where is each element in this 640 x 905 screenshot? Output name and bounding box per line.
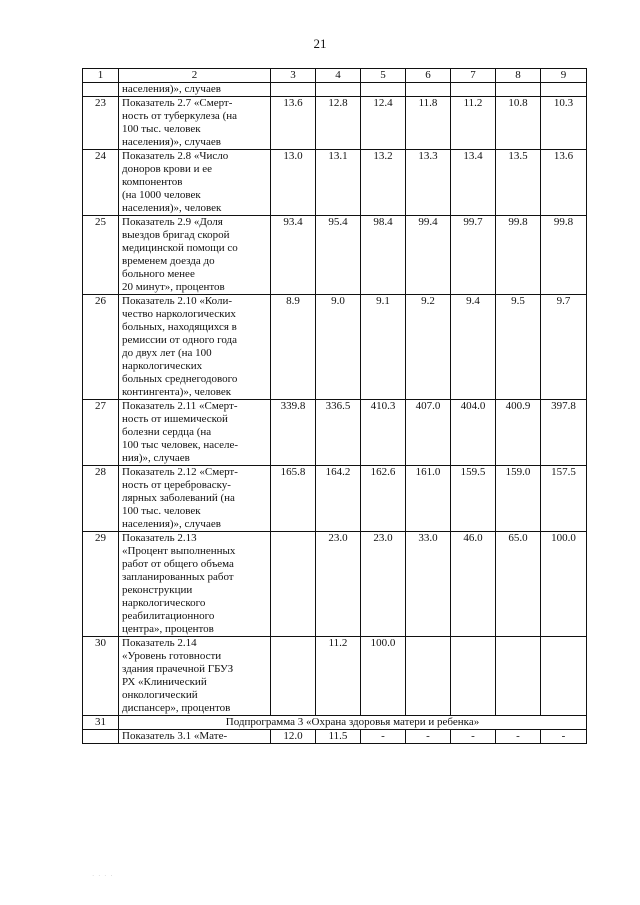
table-body [83, 69, 587, 744]
value-cell: - [496, 730, 541, 744]
value-cell: 13.6 [271, 97, 316, 150]
value-cell [271, 637, 316, 716]
value-cell [451, 637, 496, 716]
indicator-name: Показатель 3.1 «Мате- [119, 730, 271, 744]
value-cell [406, 83, 451, 97]
value-cell: 99.8 [541, 216, 587, 295]
table-row [83, 150, 587, 216]
table-row [83, 532, 587, 637]
value-cell: 9.7 [541, 295, 587, 400]
value-cell: 165.8 [271, 466, 316, 532]
header-cell: 9 [541, 69, 587, 83]
value-cell [451, 83, 496, 97]
value-cell: 98.4 [361, 216, 406, 295]
value-cell [271, 532, 316, 637]
value-cell: - [361, 730, 406, 744]
value-cell: 407.0 [406, 400, 451, 466]
value-cell [406, 637, 451, 716]
value-cell: 404.0 [451, 400, 496, 466]
header-row [83, 69, 587, 83]
value-cell: 12.0 [271, 730, 316, 744]
header-cell: 7 [451, 69, 496, 83]
value-cell: 157.5 [541, 466, 587, 532]
value-cell: 13.2 [361, 150, 406, 216]
value-cell: 11.2 [451, 97, 496, 150]
value-cell: 13.3 [406, 150, 451, 216]
value-cell: 397.8 [541, 400, 587, 466]
header-cell: 5 [361, 69, 406, 83]
row-number: 28 [83, 466, 119, 532]
value-cell: 93.4 [271, 216, 316, 295]
header-cell: 4 [316, 69, 361, 83]
table-row [83, 400, 587, 466]
value-cell: 159.0 [496, 466, 541, 532]
indicator-name: Показатель 2.9 «Доля выездов бригад скорой медицинской помощи со временем доезда до больного менее 20 минут», процентов [119, 216, 271, 295]
value-cell: 11.2 [316, 637, 361, 716]
row-number [83, 730, 119, 744]
subprogram-title: Подпрограмма 3 «Охрана здоровья матери и ребенка» [119, 716, 587, 730]
value-cell [541, 637, 587, 716]
row-number: 27 [83, 400, 119, 466]
indicator-name: Показатель 2.13 «Процент выполненных работ от общего объема запланированных работ реконструкции наркологического реабилитационного центра», процентов [119, 532, 271, 637]
header-cell: 1 [83, 69, 119, 83]
value-cell: 161.0 [406, 466, 451, 532]
value-cell: 46.0 [451, 532, 496, 637]
value-cell: 9.1 [361, 295, 406, 400]
value-cell: 162.6 [361, 466, 406, 532]
indicator-name: Показатель 2.14 «Уровень готовности здания прачечной ГБУЗ РХ «Клинический онкологический диспансер», процентов [119, 637, 271, 716]
value-cell: 10.8 [496, 97, 541, 150]
row-number: 25 [83, 216, 119, 295]
value-cell: - [451, 730, 496, 744]
indicator-name: Показатель 2.7 «Смерт- ность от туберкулеза (на 100 тыс. человек населения)», случаев [119, 97, 271, 150]
header-cell: 8 [496, 69, 541, 83]
indicator-name: Показатель 2.10 «Коли- чество наркологических больных, находящихся в ремиссии от одного года до двух лет (на 100 наркологических больных среднегодового контингента)», человек [119, 295, 271, 400]
value-cell: 410.3 [361, 400, 406, 466]
value-cell: 11.8 [406, 97, 451, 150]
table-row [83, 295, 587, 400]
table-row [83, 637, 587, 716]
value-cell: 99.7 [451, 216, 496, 295]
value-cell [496, 83, 541, 97]
row-number: 30 [83, 637, 119, 716]
row-number [83, 83, 119, 97]
value-cell: 23.0 [316, 532, 361, 637]
value-cell: 11.5 [316, 730, 361, 744]
value-cell: 336.5 [316, 400, 361, 466]
table-row [83, 216, 587, 295]
value-cell: 339.8 [271, 400, 316, 466]
value-cell: 13.4 [451, 150, 496, 216]
value-cell [541, 83, 587, 97]
value-cell: - [406, 730, 451, 744]
indicators-table [82, 68, 587, 744]
header-cell: 3 [271, 69, 316, 83]
value-cell: 9.5 [496, 295, 541, 400]
value-cell: 13.5 [496, 150, 541, 216]
scan-artifact: · · · · [92, 872, 114, 880]
table-row [83, 730, 587, 744]
value-cell: - [541, 730, 587, 744]
page-number: 21 [313, 36, 327, 51]
indicator-name: населения)», случаев [119, 83, 271, 97]
value-cell: 10.3 [541, 97, 587, 150]
header-cell: 2 [119, 69, 271, 83]
indicator-name: Показатель 2.11 «Смерт- ность от ишемической болезни сердца (на 100 тыс человек, населе- ния)», случаев [119, 400, 271, 466]
table-row [83, 83, 587, 97]
value-cell: 12.4 [361, 97, 406, 150]
row-number: 23 [83, 97, 119, 150]
value-cell: 9.2 [406, 295, 451, 400]
table-row [83, 466, 587, 532]
value-cell: 100.0 [361, 637, 406, 716]
value-cell: 12.8 [316, 97, 361, 150]
value-cell: 164.2 [316, 466, 361, 532]
table-row [83, 97, 587, 150]
value-cell: 95.4 [316, 216, 361, 295]
value-cell [271, 83, 316, 97]
value-cell: 100.0 [541, 532, 587, 637]
value-cell: 13.0 [271, 150, 316, 216]
value-cell [361, 83, 406, 97]
row-number: 31 [83, 716, 119, 730]
value-cell: 23.0 [361, 532, 406, 637]
value-cell [496, 637, 541, 716]
row-number: 24 [83, 150, 119, 216]
subprogram-row [83, 716, 587, 730]
value-cell: 8.9 [271, 295, 316, 400]
value-cell: 159.5 [451, 466, 496, 532]
value-cell: 9.0 [316, 295, 361, 400]
header-cell: 6 [406, 69, 451, 83]
value-cell [316, 83, 361, 97]
value-cell: 99.8 [496, 216, 541, 295]
indicator-name: Показатель 2.12 «Смерт- ность от цереброваску- лярных заболеваний (на 100 тыс. человек населения)», случаев [119, 466, 271, 532]
value-cell: 99.4 [406, 216, 451, 295]
indicator-name: Показатель 2.8 «Число доноров крови и ее компонентов (на 1000 человек населения)», человек [119, 150, 271, 216]
value-cell: 65.0 [496, 532, 541, 637]
row-number: 26 [83, 295, 119, 400]
value-cell: 13.6 [541, 150, 587, 216]
value-cell: 33.0 [406, 532, 451, 637]
value-cell: 9.4 [451, 295, 496, 400]
value-cell: 13.1 [316, 150, 361, 216]
value-cell: 400.9 [496, 400, 541, 466]
row-number: 29 [83, 532, 119, 637]
